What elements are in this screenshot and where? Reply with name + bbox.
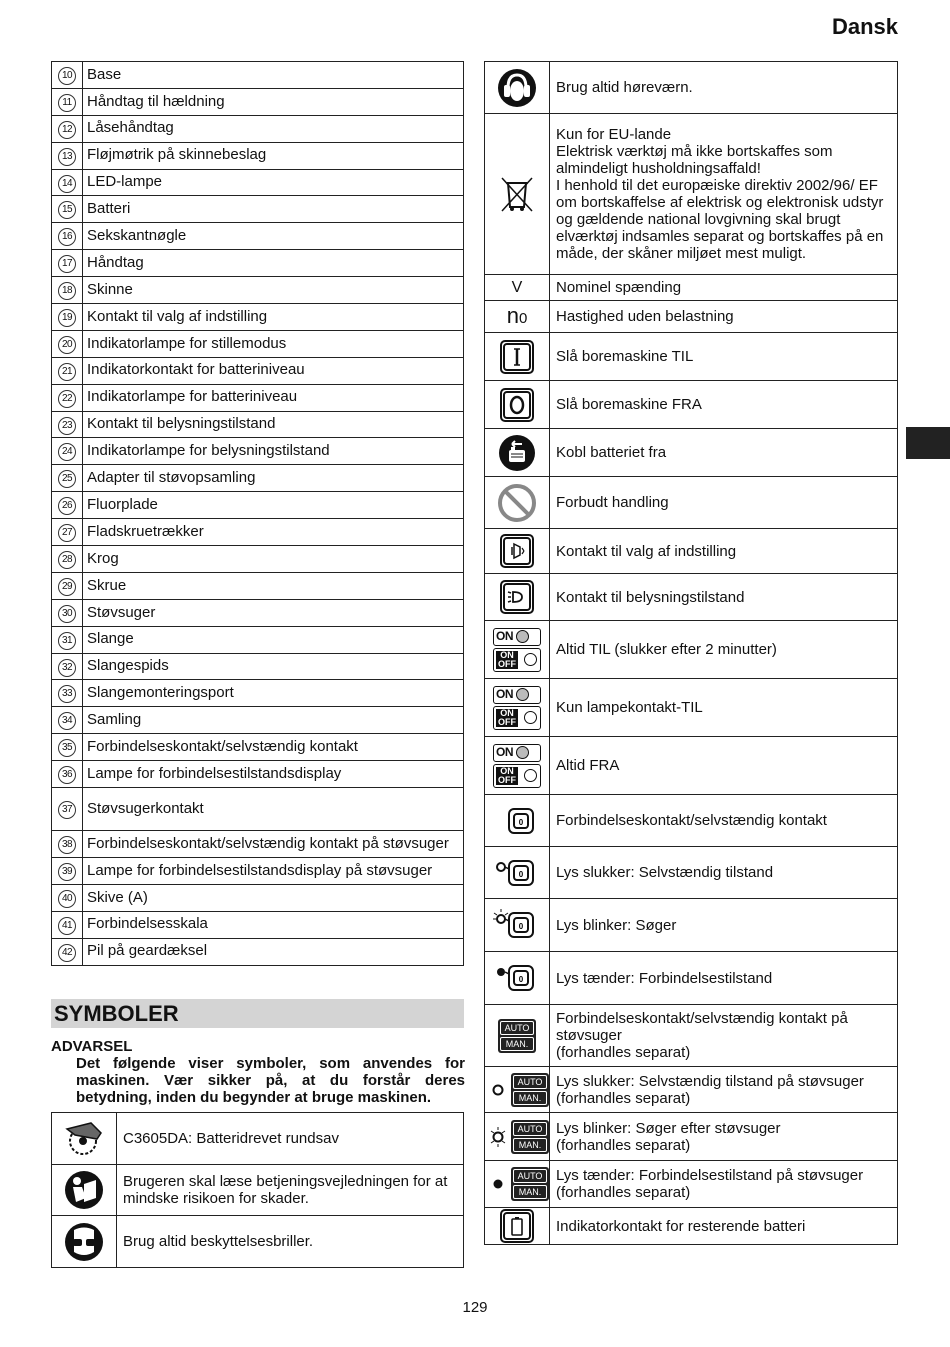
part-number-cell <box>52 911 83 938</box>
part-number: 24 <box>58 443 76 461</box>
part-number: 42 <box>58 944 76 962</box>
warning-label: ADVARSEL <box>51 1038 133 1055</box>
symbol-description: Lys slukker: Selvstændig tilstand <box>550 847 898 899</box>
part-row <box>52 196 464 223</box>
part-row <box>52 438 464 465</box>
part-label: Kontakt til belysningstilstand <box>83 411 464 438</box>
part-row <box>52 492 464 519</box>
part-row <box>52 304 464 331</box>
part-number: 17 <box>58 255 76 273</box>
symbol-row <box>52 1165 464 1216</box>
speed-symbol-text: n <box>506 302 519 328</box>
part-number-cell <box>52 788 83 831</box>
symbol-row <box>485 275 898 301</box>
part-label: Samling <box>83 707 464 734</box>
man-label: MAN. <box>513 1185 547 1199</box>
part-label: Håndtag <box>83 250 464 277</box>
part-number: 29 <box>58 578 76 596</box>
part-label: Slangespids <box>83 653 464 680</box>
on-off-label: ON OFF <box>498 765 516 785</box>
symbol-row <box>485 952 898 1005</box>
symbol-row <box>485 574 898 621</box>
language-heading: Dansk <box>831 14 898 39</box>
part-label: Slangemonteringsport <box>83 680 464 707</box>
symbol-description: Forbindelseskontakt/selvstændig kontakt <box>550 795 898 847</box>
symbol-description: C3605DA: Batteridrevet rundsav <box>117 1113 464 1165</box>
part-row <box>52 115 464 142</box>
part-number: 41 <box>58 917 76 935</box>
part-label: Batteri <box>83 196 464 223</box>
part-row <box>52 223 464 250</box>
part-label: Pil på geardæksel <box>83 938 464 965</box>
part-number: 36 <box>58 766 76 784</box>
mode-select-icon <box>485 529 550 574</box>
battery-indicator-icon <box>485 1208 550 1245</box>
part-label: Base <box>83 62 464 89</box>
link-lamp-on-icon <box>485 952 550 1005</box>
voltage-symbol-text: V <box>511 279 523 296</box>
part-number: 32 <box>58 659 76 677</box>
part-row <box>52 761 464 788</box>
part-number-cell <box>52 384 83 411</box>
symbol-description: Lys blinker: Søger efter støvsuger (forhandles separat) <box>550 1113 898 1161</box>
read-manual-icon <box>52 1165 117 1216</box>
part-label: Slange <box>83 626 464 653</box>
part-number: 13 <box>58 148 76 166</box>
part-number-cell <box>52 411 83 438</box>
symbol-row <box>485 621 898 679</box>
symbol-description: Forbudt handling <box>550 477 898 529</box>
part-number-cell <box>52 169 83 196</box>
symbol-description: Indikatorkontakt for resterende batteri <box>550 1208 898 1245</box>
part-row <box>52 734 464 761</box>
symbol-row <box>485 899 898 952</box>
on-off-label: ON OFF <box>498 707 516 727</box>
part-label: Skrue <box>83 572 464 599</box>
part-number-cell <box>52 88 83 115</box>
part-number-cell <box>52 492 83 519</box>
part-row <box>52 626 464 653</box>
part-row <box>52 680 464 707</box>
part-row <box>52 330 464 357</box>
symbol-description: Forbindelseskontakt/selvstændig kontakt på støvsuger (forhandles separat) <box>550 1005 898 1067</box>
on-label: ON <box>496 687 513 701</box>
part-label: Indikatorlampe for stillemodus <box>83 330 464 357</box>
part-label: Forbindelseskontakt/selvstændig kontakt <box>83 734 464 761</box>
on-off-label: ON OFF <box>498 649 516 669</box>
symbol-row <box>52 1113 464 1165</box>
part-number: 14 <box>58 175 76 193</box>
part-number: 30 <box>58 605 76 623</box>
part-label: Støvsugerkontakt <box>83 788 464 831</box>
symbol-row <box>485 1113 898 1161</box>
part-row <box>52 831 464 858</box>
parts-list-table <box>51 61 464 966</box>
part-row <box>52 788 464 831</box>
part-row <box>52 384 464 411</box>
part-number-cell <box>52 277 83 304</box>
on-label: ON <box>496 629 513 643</box>
symbol-row <box>485 429 898 477</box>
part-number: 39 <box>58 863 76 881</box>
on-switch-icon <box>485 679 550 737</box>
part-number-cell <box>52 884 83 911</box>
part-number: 35 <box>58 739 76 757</box>
part-label: Sekskantnøgle <box>83 223 464 250</box>
part-number-cell <box>52 250 83 277</box>
symbol-description: Lys tænder: Forbindelsestilstand på støvsuger (forhandles separat) <box>550 1161 898 1208</box>
part-label: Indikatorlampe for belysningstilstand <box>83 438 464 465</box>
part-number: 23 <box>58 417 76 435</box>
symbol-description: Brug altid beskyttelsesbriller. <box>117 1216 464 1268</box>
symbol-row <box>485 381 898 429</box>
symbol-description: Brugeren skal læse betjeningsvejledningen for at mindske risikoen for skader. <box>117 1165 464 1216</box>
auto-label: AUTO <box>500 1021 534 1035</box>
part-row <box>52 169 464 196</box>
circular-saw-icon <box>52 1113 117 1165</box>
part-number-cell <box>52 330 83 357</box>
part-row <box>52 572 464 599</box>
voltage-symbol <box>485 275 550 301</box>
part-row <box>52 357 464 384</box>
part-number: 18 <box>58 282 76 300</box>
part-number: 28 <box>58 551 76 569</box>
part-number: 11 <box>58 94 76 112</box>
symbol-row <box>485 1208 898 1245</box>
symbol-description: Lys slukker: Selvstændig tilstand på støvsuger (forhandles separat) <box>550 1067 898 1113</box>
symbol-row <box>485 737 898 795</box>
symbols-heading: SYMBOLER <box>51 999 464 1028</box>
no-load-speed-symbol <box>485 301 550 333</box>
part-number: 20 <box>58 336 76 354</box>
part-number-cell <box>52 938 83 965</box>
on-label: ON <box>496 745 513 759</box>
part-number-cell <box>52 142 83 169</box>
symbol-description: Hastighed uden belastning <box>550 301 898 333</box>
part-number-cell <box>52 546 83 573</box>
part-row <box>52 250 464 277</box>
part-row <box>52 277 464 304</box>
part-label: Kontakt til valg af indstilling <box>83 304 464 331</box>
symbol-row <box>485 679 898 737</box>
part-label: Lampe for forbindelsestilstandsdisplay <box>83 761 464 788</box>
part-row <box>52 857 464 884</box>
part-number-cell <box>52 304 83 331</box>
part-number-cell <box>52 572 83 599</box>
switch-on-icon <box>485 333 550 381</box>
svg-text:0: 0 <box>518 922 524 931</box>
part-row <box>52 884 464 911</box>
man-label: MAN. <box>513 1138 547 1152</box>
part-number-cell <box>52 626 83 653</box>
safety-glasses-icon <box>52 1216 117 1268</box>
battery-disconnect-icon <box>485 429 550 477</box>
part-row <box>52 88 464 115</box>
lighting-mode-icon <box>485 574 550 621</box>
symbol-row <box>485 1005 898 1067</box>
man-label: MAN. <box>513 1091 547 1105</box>
section-tab-marker <box>906 427 950 459</box>
part-number-cell <box>52 62 83 89</box>
link-switch-icon <box>485 795 550 847</box>
part-row <box>52 465 464 492</box>
svg-text:0: 0 <box>518 975 524 984</box>
part-number-cell <box>52 680 83 707</box>
symbol-row <box>485 1161 898 1208</box>
symbol-row <box>485 795 898 847</box>
symbols-table-left <box>51 1112 464 1268</box>
symbols-table-right <box>484 61 898 1245</box>
link-lamp-blink-icon <box>485 899 550 952</box>
part-label: Forbindelsesskala <box>83 911 464 938</box>
part-number: 37 <box>58 801 76 819</box>
symbol-row <box>485 1067 898 1113</box>
part-label: Indikatorlampe for batteriniveau <box>83 384 464 411</box>
weee-bin-icon <box>485 114 550 275</box>
auto-label: AUTO <box>513 1122 547 1136</box>
part-number: 40 <box>58 890 76 908</box>
part-label: Indikatorkontakt for batteriniveau <box>83 357 464 384</box>
auto-man-blink-icon <box>485 1113 550 1161</box>
part-label: Adapter til støvopsamling <box>83 465 464 492</box>
part-row <box>52 653 464 680</box>
auto-label: AUTO <box>513 1075 547 1089</box>
link-lamp-off-icon <box>485 847 550 899</box>
part-number: 15 <box>58 201 76 219</box>
part-number-cell <box>52 357 83 384</box>
symbol-row <box>52 1216 464 1268</box>
symbol-description: Lys blinker: Søger <box>550 899 898 952</box>
part-row <box>52 938 464 965</box>
part-number: 31 <box>58 632 76 650</box>
part-label: Fluorplade <box>83 492 464 519</box>
symbol-row <box>485 333 898 381</box>
part-number-cell <box>52 653 83 680</box>
speed-symbol-subscript: 0 <box>518 309 528 327</box>
symbol-description: Brug altid høreværn. <box>550 62 898 114</box>
page-number: 129 <box>462 1299 488 1316</box>
part-label: Krog <box>83 546 464 573</box>
part-number: 16 <box>58 228 76 246</box>
part-label: Forbindelseskontakt/selvstændig kontakt på støvsuger <box>83 831 464 858</box>
part-number: 19 <box>58 309 76 327</box>
part-number: 10 <box>58 67 76 85</box>
part-number-cell <box>52 707 83 734</box>
part-label: Fløjmøtrik på skinnebeslag <box>83 142 464 169</box>
part-label: Håndtag til hældning <box>83 88 464 115</box>
prohibited-icon <box>485 477 550 529</box>
symbol-description: Kontakt til belysningstilstand <box>550 574 898 621</box>
part-number: 22 <box>58 390 76 408</box>
auto-man-icon <box>485 1005 550 1067</box>
part-label: Fladskruetrækker <box>83 519 464 546</box>
part-number-cell <box>52 519 83 546</box>
symbol-row <box>485 114 898 275</box>
part-row <box>52 519 464 546</box>
on-switch-icon <box>485 621 550 679</box>
symbol-description: Kun for EU-lande Elektrisk værktøj må ikke bortskaffes som almindeligt husholdningsaffald! I henhold til det europæiske direktiv 2002/96/ EF om bortskaffelse af elektrisk og elektronisk udstyr og gældende national lovgivning skal brugt elværktøj indsamles separat og bortskaffes på en måde, der skåner miljøet mest muligt. <box>550 114 898 275</box>
part-label: Støvsuger <box>83 599 464 626</box>
part-number-cell <box>52 831 83 858</box>
auto-label: AUTO <box>513 1169 547 1183</box>
part-number-cell <box>52 857 83 884</box>
part-label: Låsehåndtag <box>83 115 464 142</box>
symbol-description: Altid FRA <box>550 737 898 795</box>
part-number-cell <box>52 761 83 788</box>
part-row <box>52 911 464 938</box>
svg-text:0: 0 <box>518 817 524 827</box>
svg-text:0: 0 <box>518 869 524 879</box>
part-number-cell <box>52 196 83 223</box>
part-row <box>52 62 464 89</box>
part-row <box>52 411 464 438</box>
switch-off-icon <box>485 381 550 429</box>
auto-man-on-icon <box>485 1161 550 1208</box>
part-number-cell <box>52 438 83 465</box>
part-number: 25 <box>58 470 76 488</box>
symbol-description: Kun lampekontakt-TIL <box>550 679 898 737</box>
symbol-row <box>485 529 898 574</box>
warning-text: Det følgende viser symboler, som anvendes for maskinen. Vær sikker på, at du forstår deres betydning, inden du begynder at bruge maskinen. <box>76 1055 465 1106</box>
symbol-description: Kobl batteriet fra <box>550 429 898 477</box>
part-number: 26 <box>58 497 76 515</box>
part-row <box>52 142 464 169</box>
symbol-row <box>485 477 898 529</box>
part-number-cell <box>52 465 83 492</box>
symbol-row <box>485 301 898 333</box>
symbol-description: Nominel spænding <box>550 275 898 301</box>
part-number: 34 <box>58 712 76 730</box>
symbol-description: Slå boremaskine TIL <box>550 333 898 381</box>
part-number-cell <box>52 599 83 626</box>
part-number: 27 <box>58 524 76 542</box>
part-label: Lampe for forbindelsestilstandsdisplay på støvsuger <box>83 857 464 884</box>
part-number: 33 <box>58 685 76 703</box>
symbol-description: Kontakt til valg af indstilling <box>550 529 898 574</box>
part-row <box>52 546 464 573</box>
symbol-row <box>485 62 898 114</box>
man-label: MAN. <box>500 1037 534 1051</box>
part-number-cell <box>52 115 83 142</box>
part-label: LED-lampe <box>83 169 464 196</box>
part-label: Skive (A) <box>83 884 464 911</box>
ear-protection-icon <box>485 62 550 114</box>
part-number-cell <box>52 734 83 761</box>
part-label: Skinne <box>83 277 464 304</box>
on-switch-icon <box>485 737 550 795</box>
auto-man-off-icon <box>485 1067 550 1113</box>
symbol-row <box>485 847 898 899</box>
part-number: 21 <box>58 363 76 381</box>
part-row <box>52 599 464 626</box>
symbol-description: Slå boremaskine FRA <box>550 381 898 429</box>
part-number: 38 <box>58 836 76 854</box>
part-number: 12 <box>58 121 76 139</box>
part-number-cell <box>52 223 83 250</box>
symbol-description: Lys tænder: Forbindelsestilstand <box>550 952 898 1005</box>
symbol-description: Altid TIL (slukker efter 2 minutter) <box>550 621 898 679</box>
part-row <box>52 707 464 734</box>
